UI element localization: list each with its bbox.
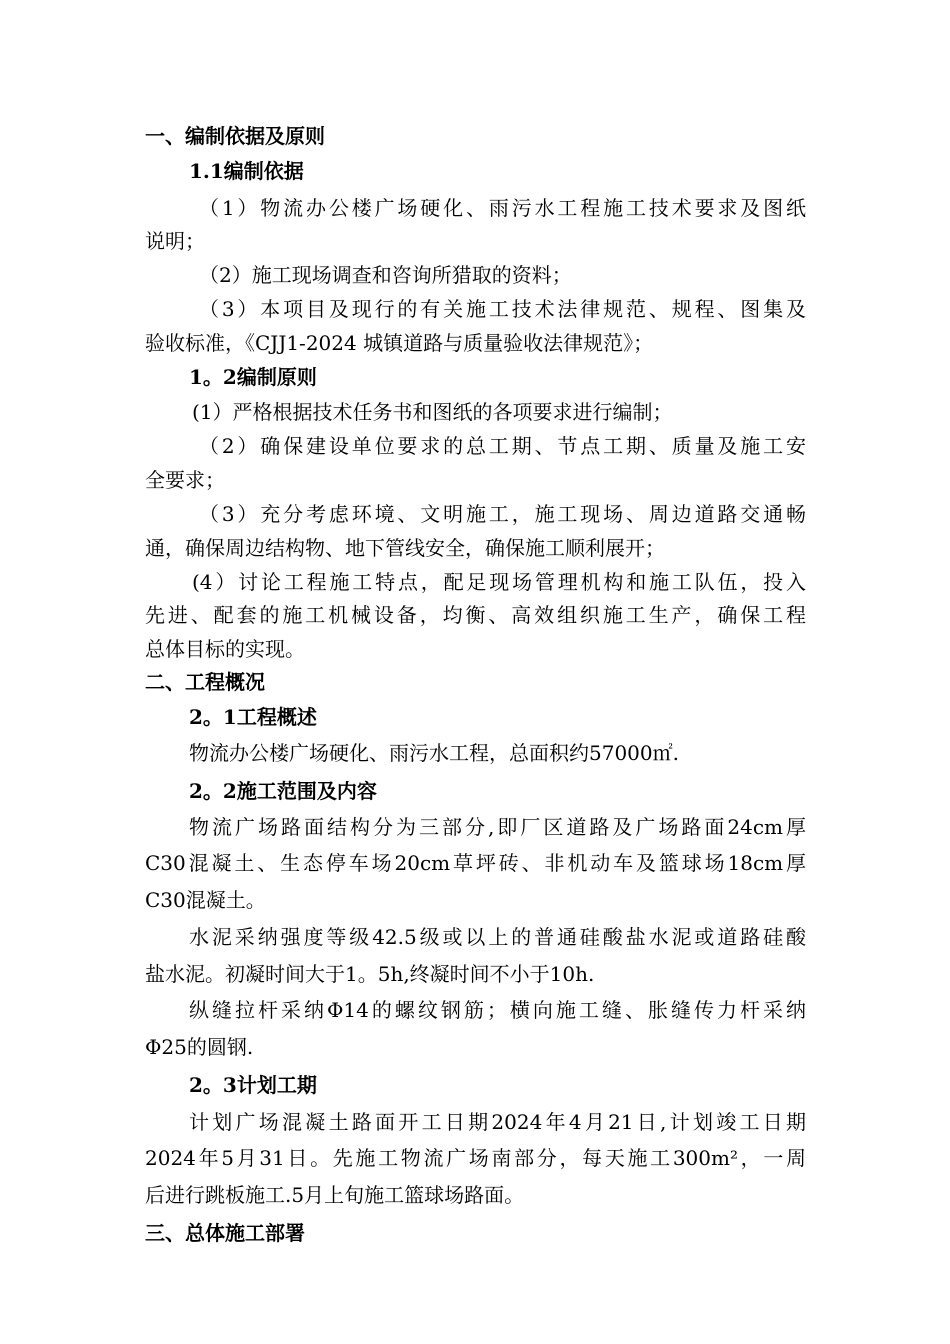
paragraph-line: 计划广场混凝土路面开工日期2024年4月21日,计划竣工日期 xyxy=(189,1110,806,1134)
section-heading-3: 三、总体施工部署 xyxy=(145,1221,305,1245)
subsection-heading-2-2: 2。2施工范围及内容 xyxy=(189,779,377,803)
paragraph-line: （3）充分考虑环境、文明施工，施工现场、周边道路交通畅 xyxy=(199,502,806,526)
paragraph-line: 盐水泥。初凝时间大于1。5h,终凝时间不小于10h. xyxy=(145,962,595,986)
paragraph-line: 2024年5月31日。先施工物流广场南部分，每天施工300m²，一周 xyxy=(145,1146,806,1170)
subsection-heading-2-1: 2。1工程概述 xyxy=(189,705,317,729)
subsection-heading-1-2: 1。2编制原则 xyxy=(189,365,317,389)
paragraph-line: Φ25的圆钢. xyxy=(145,1035,254,1059)
paragraph-line: 后进行跳板施工.5月上旬施工篮球场路面。 xyxy=(145,1183,525,1207)
paragraph-line: （1）物流办公楼广场硬化、雨污水工程施工技术要求及图纸 xyxy=(199,196,806,220)
subsection-heading-1-1: 1.1编制依据 xyxy=(189,159,304,183)
paragraph-line: 纵缝拉杆采纳Φ14的螺纹钢筋；横向施工缝、胀缝传力杆采纳 xyxy=(189,998,806,1022)
paragraph-line: 验收标准，《CJJ1-2024 城镇道路与质量验收法律规范》； xyxy=(145,331,654,355)
paragraph-line: （3）本项目及现行的有关施工技术法律规范、规程、图集及 xyxy=(199,297,806,321)
paragraph-line: (1）严格根据技术任务书和图纸的各项要求进行编制； xyxy=(192,400,673,424)
paragraph-line: 全要求； xyxy=(145,468,225,492)
paragraph-line: 物流办公楼广场硬化、雨污水工程，总面积约57000㎡. xyxy=(189,741,679,765)
paragraph-line: （2）施工现场调查和咨询所猎取的资料； xyxy=(199,263,572,287)
section-heading-2: 二、工程概况 xyxy=(145,670,265,694)
paragraph-line: 先进、配套的施工机械设备，均衡、高效组织施工生产，确保工程 xyxy=(145,603,806,627)
subsection-heading-2-3: 2。3计划工期 xyxy=(189,1073,317,1097)
section-heading-1: 一、编制依据及原则 xyxy=(145,124,325,148)
paragraph-line: 通，确保周边结构物、地下管线安全，确保施工顺利展开； xyxy=(145,536,665,560)
paragraph-line: C30混凝土。 xyxy=(145,888,266,912)
paragraph-line: 总体目标的实现。 xyxy=(145,637,305,661)
paragraph-line: (4）讨论工程施工特点，配足现场管理机构和施工队伍，投入 xyxy=(192,570,806,594)
paragraph-line: 说明； xyxy=(145,229,205,253)
paragraph-line: C30混凝土、生态停车场20cm草坪砖、非机动车及篮球场18cm厚 xyxy=(145,851,806,875)
paragraph-line: 水泥采纳强度等级42.5级或以上的普通硅酸盐水泥或道路硅酸 xyxy=(189,925,806,949)
paragraph-line: 物流广场路面结构分为三部分,即厂区道路及广场路面24cm厚 xyxy=(189,815,806,839)
paragraph-line: （2）确保建设单位要求的总工期、节点工期、质量及施工安 xyxy=(199,434,806,458)
